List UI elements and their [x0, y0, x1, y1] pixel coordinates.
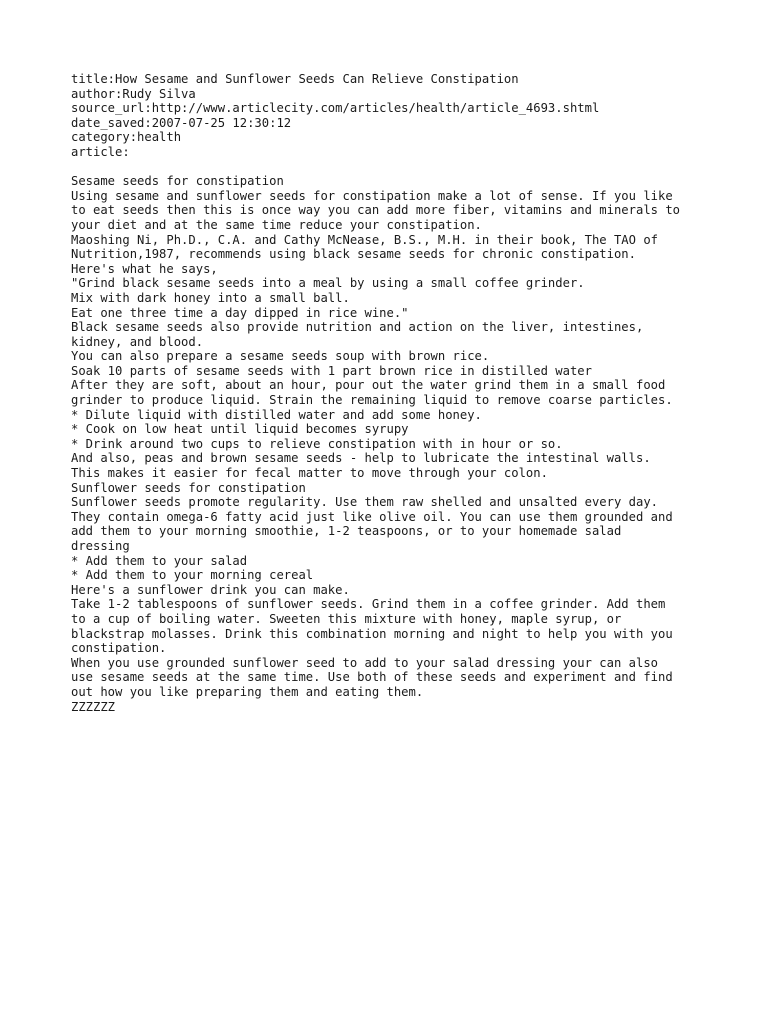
text-line: Here's what he says, — [71, 261, 218, 276]
meta-author: author:Rudy Silva — [71, 86, 196, 101]
text-line: You can also prepare a sesame seeds soup with brown rice. — [71, 349, 490, 364]
text-line: Maoshing Ni, Ph.D., C.A. and Cathy McNease, B.S., M.H. in their book, The TAO of — [71, 232, 658, 247]
text-line: Here's a sunflower drink you can make. — [71, 582, 350, 597]
text-line: Sunflower seeds promote regularity. Use them raw shelled and unsalted every day. — [71, 495, 658, 510]
text-line: When you use grounded sunflower seed to add to your salad dressing your can also — [71, 655, 658, 670]
blank-line — [71, 160, 711, 175]
document-page — [71, 72, 711, 714]
list-item: * Add them to your salad — [71, 553, 248, 568]
text-line: They contain omega-6 fatty acid just like olive oil. You can use them grounded and — [71, 509, 673, 524]
meta-date-saved: date_saved:2007-07-25 12:30:12 — [71, 115, 292, 130]
text-line: use sesame seeds at the same time. Use both of these seeds and experiment and find — [71, 670, 673, 685]
section-heading-sesame: Sesame seeds for constipation — [71, 174, 284, 189]
list-item: * Cook on low heat until liquid becomes syrupy — [71, 422, 409, 437]
text-line: out how you like preparing them and eating them. — [71, 684, 424, 699]
meta-title: title:How Sesame and Sunflower Seeds Can Relieve Constipation — [71, 72, 519, 86]
text-line: constipation. — [71, 641, 167, 656]
text-line: Using sesame and sunflower seeds for constipation make a lot of sense. If you like — [71, 188, 673, 203]
text-line: This makes it easier for fecal matter to move through your colon. — [71, 466, 548, 481]
meta-article-label: article: — [71, 144, 130, 159]
quote-line: "Grind black sesame seeds into a meal by using a small coffee grinder. — [71, 276, 585, 291]
quote-line: Mix with dark honey into a small ball. — [71, 290, 350, 305]
text-line: add them to your morning smoothie, 1-2 teaspoons, or to your homemade salad — [71, 524, 622, 539]
text-line: blackstrap molasses. Drink this combination morning and night to help you with you — [71, 626, 673, 641]
text-line: to a cup of boiling water. Sweeten this mixture with honey, maple syrup, or — [71, 611, 622, 626]
text-line: Soak 10 parts of sesame seeds with 1 part brown rice in distilled water — [71, 363, 592, 378]
text-line: Black sesame seeds also provide nutrition and action on the liver, intestines, — [71, 320, 644, 335]
section-heading-sunflower: Sunflower seeds for constipation — [71, 480, 306, 495]
text-line: dressing — [71, 539, 130, 553]
text-line: Take 1-2 tablespoons of sunflower seeds. Grind them in a coffee grinder. Add them — [71, 597, 666, 612]
list-item: * Add them to your morning cereal — [71, 568, 314, 583]
list-item: * Dilute liquid with distilled water and add some honey. — [71, 407, 482, 422]
text-line: your diet and at the same time reduce your constipation. — [71, 217, 482, 232]
text-line: kidney, and blood. — [71, 334, 204, 349]
text-line: After they are soft, about an hour, pour out the water grind them in a small food — [71, 378, 666, 393]
meta-source-url: source_url:http://www.articlecity.com/articles/health/article_4693.shtml — [71, 101, 600, 116]
end-marker: ZZZZZZ — [71, 699, 116, 714]
text-line: grinder to produce liquid. Strain the remaining liquid to remove coarse particles. — [71, 393, 673, 408]
list-item: * Drink around two cups to relieve constipation with in hour or so. — [71, 436, 563, 451]
text-line: to eat seeds then this is once way you can add more fiber, vitamins and minerals to — [71, 203, 681, 218]
text-line: And also, peas and brown sesame seeds - help to lubricate the intestinal walls. — [71, 451, 651, 466]
meta-category: category:health — [71, 130, 182, 145]
text-line: Nutrition,1987, recommends using black sesame seeds for chronic constipation. — [71, 247, 636, 262]
quote-line: Eat one three time a day dipped in rice wine." — [71, 305, 409, 320]
